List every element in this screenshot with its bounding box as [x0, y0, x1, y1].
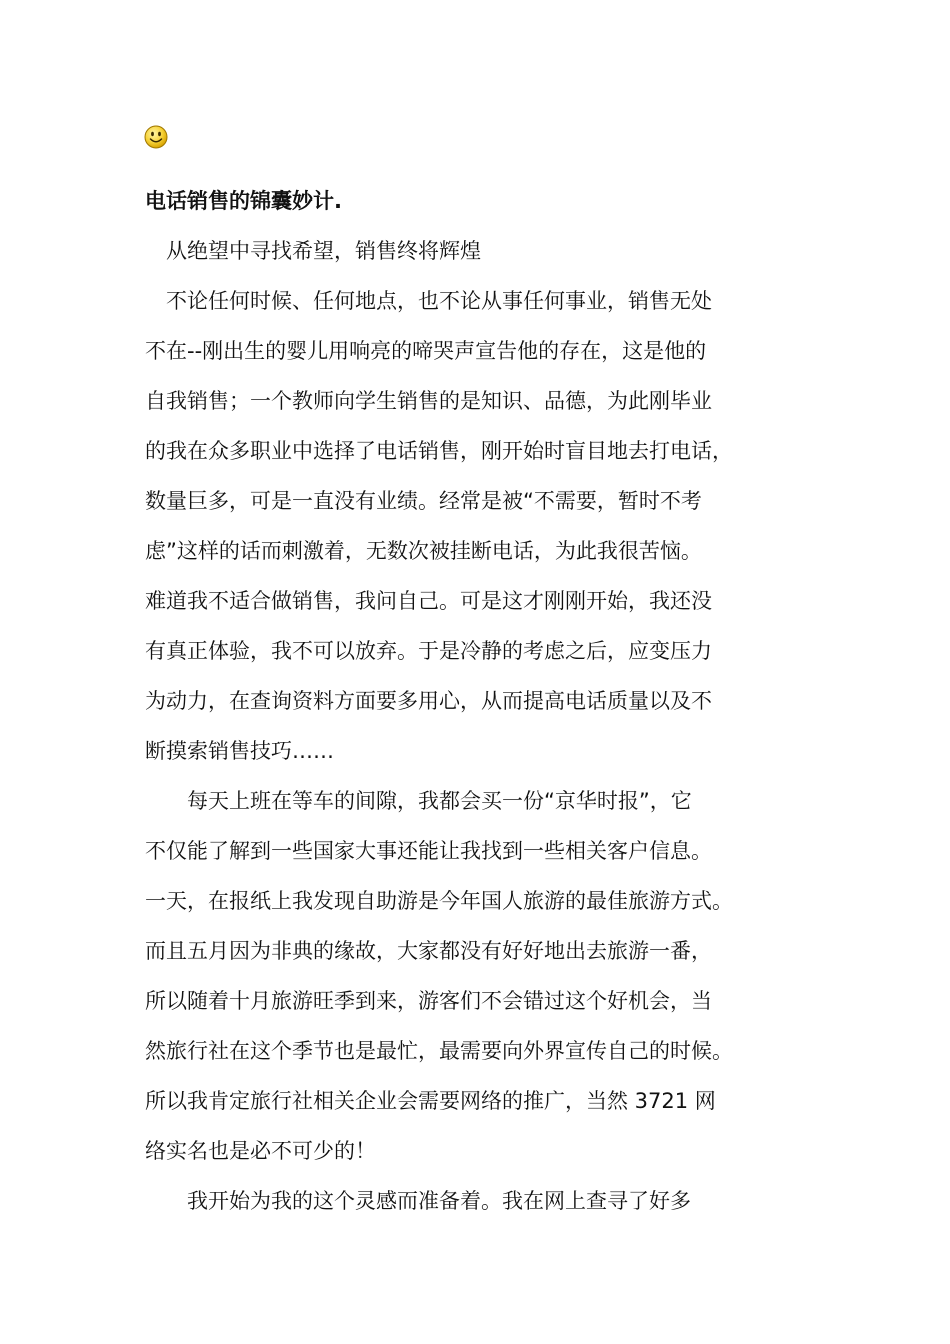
text-line: 而且五月因为非典的缘故，大家都没有好好地出去旅游一番，: [145, 939, 712, 963]
text-line: 数量巨多，可是一直没有业绩。经常是被“不需要，暂时不考: [145, 489, 702, 513]
smiley-emoticon-icon: [144, 125, 168, 149]
text-line: 从绝望中寻找希望，销售终将辉煌: [145, 239, 481, 263]
text-line: 然旅行社在这个季节也是最忙，最需要向外界宣传自己的时候。: [145, 1039, 733, 1063]
text-line: 我开始为我的这个灵感而准备着。我在网上查寻了好多: [145, 1189, 691, 1213]
text-line: 所以随着十月旅游旺季到来，游客们不会错过这个好机会，当: [145, 989, 712, 1013]
text-line: 不在--刚出生的婴儿用响亮的啼哭声宣告他的存在，这是他的: [145, 339, 707, 363]
text-line: 的我在众多职业中选择了电话销售，刚开始时盲目地去打电话，: [145, 439, 733, 463]
text-line: 为动力，在查询资料方面要多用心，从而提高电话质量以及不: [145, 689, 712, 713]
text-line: 不仅能了解到一些国家大事还能让我找到一些相关客户信息。: [145, 839, 712, 863]
text-line: 断摸索销售技巧……: [145, 739, 334, 763]
text-line: 自我销售；一个教师向学生销售的是知识、品德，为此刚毕业: [145, 389, 712, 413]
text-line: 每天上班在等车的间隙，我都会买一份“京华时报”，它: [145, 789, 692, 813]
body-text: [145, 234, 810, 1234]
text-line: 一天，在报纸上我发现自助游是今年国人旅游的最佳旅游方式。: [145, 889, 733, 913]
text-line: 络实名也是必不可少的！: [145, 1139, 376, 1163]
document-title: 电话销售的锦囊妙计.: [145, 189, 342, 213]
text-line: 虑”这样的话而刺激着，无数次被挂断电话，为此我很苦恼。: [145, 539, 702, 563]
text-line: 有真正体验，我不可以放弃。于是冷静的考虑之后，应变压力: [145, 639, 712, 663]
text-line: 难道我不适合做销售，我问自己。可是这才刚刚开始，我还没: [145, 589, 712, 613]
text-line: 所以我肯定旅行社相关企业会需要网络的推广，当然 3721 网: [145, 1089, 716, 1113]
text-line: 不论任何时候、任何地点，也不论从事任何事业，销售无处: [145, 289, 712, 313]
